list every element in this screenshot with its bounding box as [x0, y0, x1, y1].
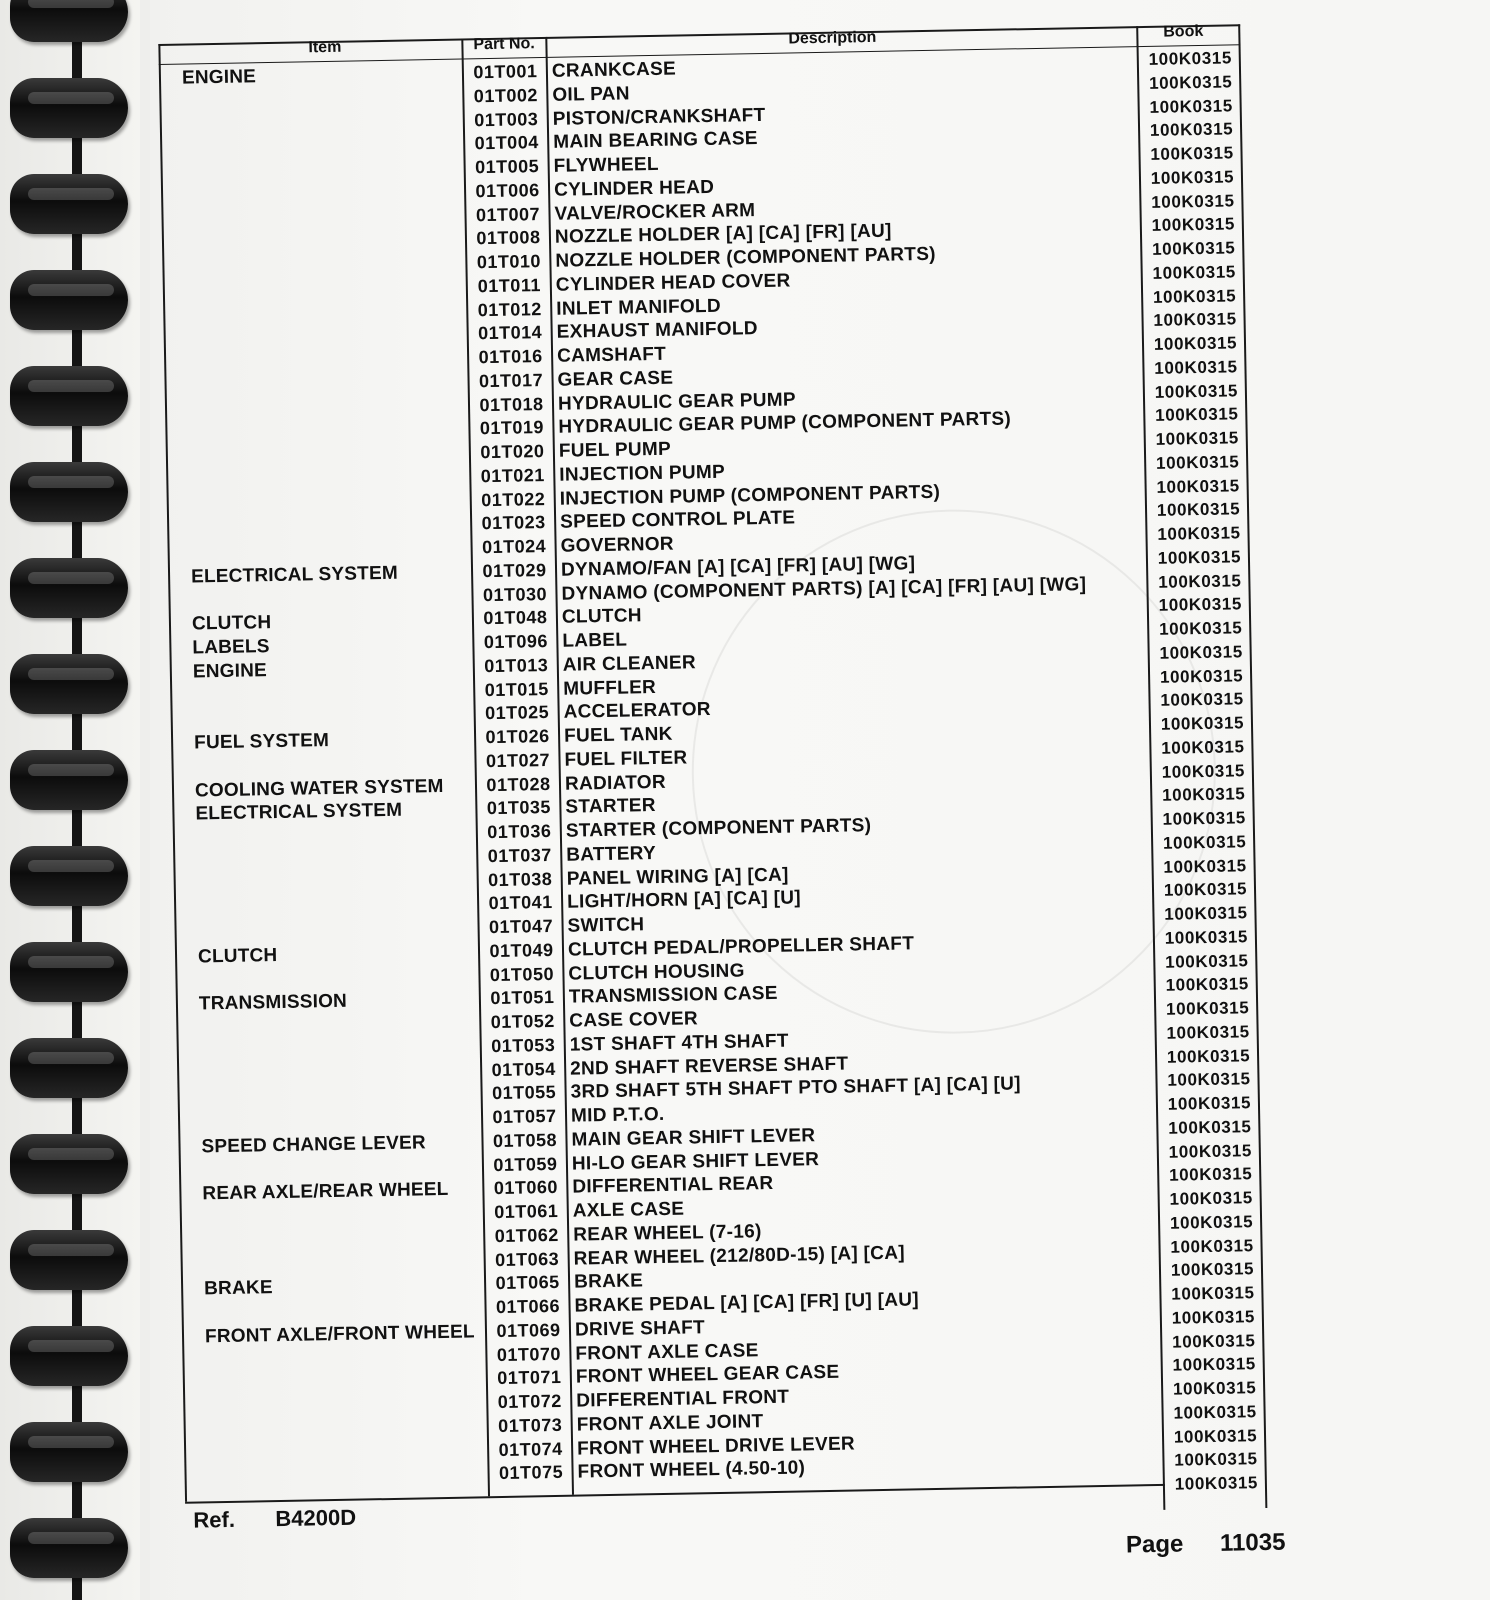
part-number-cell: 01T010: [476, 251, 542, 273]
description-cell: REAR WHEEL (212/80D-15) [A] [CA]: [573, 1242, 906, 1270]
description-cell: REAR WHEEL (7-16): [573, 1220, 762, 1246]
description-cell: DIFFERENTIAL REAR: [572, 1173, 774, 1198]
book-cell: 100K0315: [1165, 974, 1250, 995]
book-cell: 100K0315: [1167, 1069, 1251, 1090]
part-number-cell: 01T057: [492, 1105, 557, 1128]
binding-ring: [10, 1038, 128, 1098]
description-cell: FUEL FILTER: [564, 747, 688, 771]
description-cell: BRAKE PEDAL [A] [CA] [FR] [U] [AU]: [574, 1289, 920, 1317]
book-cell: 100K0315: [1168, 1140, 1253, 1162]
description-cell: GOVERNOR: [560, 533, 675, 557]
book-cell: 100K0315: [1153, 309, 1237, 331]
part-number-cell: 01T071: [497, 1367, 562, 1389]
binding-ring: [10, 750, 128, 810]
book-cell: 100K0315: [1163, 879, 1248, 901]
header-description: Description: [788, 28, 877, 48]
binding-ring: [10, 1518, 128, 1578]
part-number-cell: 01T052: [490, 1010, 556, 1033]
part-number-cell: 01T005: [474, 156, 540, 178]
book-cell: 100K0315: [1172, 1354, 1257, 1375]
binding-ring: [10, 78, 128, 138]
book-cell: 100K0315: [1160, 689, 1244, 711]
description-cell: HYDRAULIC GEAR PUMP (COMPONENT PARTS): [558, 408, 1012, 439]
item-cell: LABELS: [192, 636, 270, 659]
description-cell: TRANSMISSION CASE: [568, 983, 778, 1008]
part-number-cell: 01T074: [498, 1438, 563, 1460]
book-cell: 100K0315: [1161, 760, 1246, 782]
part-number-cell: 01T060: [493, 1177, 559, 1199]
binding-ring: [10, 0, 128, 42]
book-cell: 100K0315: [1155, 428, 1240, 449]
header-item: Item: [308, 38, 342, 57]
book-cell: 100K0315: [1173, 1401, 1257, 1423]
part-number-cell: 01T006: [475, 179, 540, 201]
part-number-cell: 01T020: [480, 441, 545, 463]
part-number-cell: 01T036: [487, 820, 552, 843]
description-cell: PANEL WIRING [A] [CA]: [566, 864, 789, 890]
book-cell: 100K0315: [1164, 903, 1248, 924]
book-cell: 100K0315: [1161, 784, 1246, 806]
description-cell: MUFFLER: [563, 676, 657, 700]
item-cell: REAR AXLE/REAR WHEEL: [202, 1179, 449, 1205]
part-number-cell: 01T011: [477, 274, 542, 296]
part-number-cell: 01T029: [482, 559, 547, 581]
part-number-cell: 01T008: [476, 227, 541, 249]
description-cell: FRONT WHEEL (4.50-10): [577, 1457, 806, 1483]
book-cell: 100K0315: [1149, 119, 1234, 141]
item-cell: ELECTRICAL SYSTEM: [195, 799, 403, 825]
book-cell: 100K0315: [1156, 475, 1240, 497]
part-number-cell: 01T066: [495, 1295, 561, 1318]
description-cell: LIGHT/HORN [A] [CA] [U]: [566, 887, 802, 913]
book-cell: 100K0315: [1165, 998, 1250, 1019]
page-label: Page: [1125, 1530, 1184, 1559]
description-cell: FRONT WHEEL DRIVE LEVER: [576, 1433, 856, 1460]
part-number-cell: 01T053: [491, 1034, 556, 1056]
part-number-cell: 01T048: [483, 607, 548, 629]
part-number-cell: 01T001: [473, 61, 538, 83]
part-number-cell: 01T027: [485, 749, 551, 771]
part-number-cell: 01T063: [494, 1248, 560, 1270]
part-number-cell: 01T062: [494, 1224, 559, 1246]
book-cell: 100K0315: [1166, 1021, 1250, 1043]
description-cell: HI-LO GEAR SHIFT LEVER: [571, 1148, 820, 1175]
ref-label: Ref.: [193, 1506, 236, 1533]
part-number-cell: 01T025: [484, 702, 550, 724]
book-cell: 100K0315: [1168, 1164, 1253, 1185]
book-cell: 100K0315: [1157, 547, 1242, 568]
part-number-cell: 01T049: [489, 939, 554, 961]
book-cell: 100K0315: [1159, 642, 1243, 663]
part-number-cell: 01T035: [486, 797, 552, 819]
description-cell: FUEL TANK: [563, 723, 673, 747]
description-cell: DYNAMO/FAN [A] [CA] [FR] [AU] [WG]: [560, 553, 916, 581]
header-part-no: Part No.: [473, 35, 535, 54]
item-cell: TRANSMISSION: [198, 990, 348, 1015]
description-cell: DIFFERENTIAL FRONT: [576, 1386, 790, 1412]
binding-ring: [10, 366, 128, 426]
part-number-cell: 01T054: [491, 1058, 556, 1080]
book-cell: 100K0315: [1171, 1283, 1255, 1304]
book-cell: 100K0315: [1155, 404, 1239, 426]
part-number-cell: 01T072: [497, 1390, 562, 1413]
description-cell: CLUTCH PEDAL/PROPELLER SHAFT: [567, 933, 915, 961]
description-cell: DYNAMO (COMPONENT PARTS) [A] [CA] [FR] [AU] [WG]: [561, 573, 1087, 605]
binding-ring: [10, 846, 128, 906]
description-cell: CLUTCH HOUSING: [568, 959, 745, 985]
book-cell: 100K0315: [1153, 333, 1238, 354]
part-number-cell: 01T007: [475, 203, 541, 225]
description-cell: 3RD SHAFT 5TH SHAFT PTO SHAFT [A] [CA] [U]: [570, 1073, 1022, 1103]
description-cell: NOZZLE HOLDER (COMPONENT PARTS): [555, 243, 937, 272]
book-cell: 100K0315: [1168, 1116, 1252, 1138]
book-cell: 100K0315: [1167, 1093, 1252, 1114]
book-cell: 100K0315: [1150, 143, 1234, 164]
binding-area: [0, 0, 140, 1600]
part-number-cell: 01T055: [491, 1082, 557, 1104]
part-number-cell: 01T016: [478, 346, 543, 368]
book-cell: 100K0315: [1170, 1259, 1255, 1280]
book-cell: 100K0315: [1169, 1188, 1253, 1209]
part-number-cell: 01T024: [481, 536, 547, 558]
binding-ring: [10, 558, 128, 618]
description-cell: FUEL PUMP: [558, 438, 672, 462]
part-number-cell: 01T022: [481, 488, 546, 510]
part-number-cell: 01T096: [483, 631, 549, 653]
part-number-cell: 01T002: [473, 84, 539, 107]
part-number-cell: [495, 1486, 568, 1487]
description-cell: CLUTCH: [561, 605, 643, 628]
item-cell: ENGINE: [181, 66, 257, 89]
part-number-cell: 01T050: [489, 963, 555, 985]
binding-ring: [10, 462, 128, 522]
binding-ring: [10, 1230, 128, 1290]
book-cell: 100K0315: [1158, 618, 1243, 639]
part-number-cell: 01T026: [485, 725, 550, 748]
description-cell: 2ND SHAFT REVERSE SHAFT: [570, 1053, 849, 1080]
book-cell: 100K0315: [1173, 1425, 1258, 1447]
part-number-cell: 01T012: [477, 298, 542, 320]
part-number-cell: 01T028: [486, 773, 551, 795]
part-number-cell: 01T014: [477, 322, 543, 344]
part-number-cell: 01T075: [498, 1462, 564, 1484]
book-cell: 100K0315: [1158, 570, 1242, 592]
part-number-cell: 01T061: [494, 1200, 559, 1223]
description-cell: BRAKE: [573, 1270, 644, 1293]
part-number-cell: 01T030: [482, 583, 548, 605]
part-number-cell: 01T003: [474, 108, 539, 130]
description-cell: MAIN BEARING CASE: [553, 128, 758, 154]
binding-ring: [10, 942, 128, 1002]
description-cell: SWITCH: [567, 914, 645, 937]
book-cell: 100K0315: [1174, 1473, 1259, 1494]
book-cell: 100K0315: [1151, 190, 1235, 212]
book-cell: 100K0315: [1148, 72, 1233, 93]
description-cell: FRONT AXLE JOINT: [576, 1410, 764, 1436]
description-cell: CRANKCASE: [551, 58, 677, 82]
item-cell: CLUTCH: [197, 944, 278, 968]
part-number-cell: 01T015: [484, 678, 549, 700]
part-number-cell: 01T073: [498, 1414, 563, 1436]
description-cell: FRONT WHEEL GEAR CASE: [575, 1362, 840, 1388]
description-cell: STARTER (COMPONENT PARTS): [565, 815, 872, 842]
book-cell: 100K0315: [1159, 665, 1244, 687]
book-cell: 100K0315: [1158, 594, 1243, 616]
description-cell: MID P.T.O.: [570, 1103, 665, 1127]
description-cell: INJECTION PUMP (COMPONENT PARTS): [559, 481, 941, 510]
book-cell: 100K0315: [1151, 214, 1236, 236]
book-cell: 100K0315: [1154, 380, 1239, 402]
description-cell: BATTERY: [566, 842, 657, 866]
ref-model: B4200D: [275, 1504, 357, 1532]
item-cell: FRONT AXLE/FRONT WHEEL: [204, 1321, 475, 1348]
item-cell: ENGINE: [192, 659, 268, 683]
book-cell: 100K0315: [1152, 285, 1237, 307]
part-number-cell: 01T058: [492, 1129, 558, 1151]
binding-ring: [10, 174, 128, 234]
book-cell: 100K0315: [1151, 238, 1236, 259]
description-cell: ACCELERATOR: [563, 699, 712, 723]
binding-ring: [10, 270, 128, 330]
book-cell: 100K0315: [1156, 499, 1241, 521]
binding-ring: [10, 1134, 128, 1194]
description-cell: NOZZLE HOLDER [A] [CA] [FR] [AU]: [554, 220, 892, 249]
book-cell: 100K0315: [1162, 808, 1247, 829]
part-number-cell: 01T013: [484, 654, 549, 676]
book-cell: 100K0315: [1154, 357, 1238, 378]
book-cell: 100K0315: [1174, 1449, 1258, 1470]
description-cell: SPEED CONTROL PLATE: [559, 507, 796, 534]
part-number-cell: 01T021: [480, 464, 546, 486]
description-cell: FRONT AXLE CASE: [575, 1339, 759, 1365]
book-cell: 100K0315: [1155, 452, 1240, 473]
book-cell: 100K0315: [1148, 48, 1233, 69]
binding-ring: [10, 1422, 128, 1482]
part-number-cell: 01T047: [488, 915, 554, 938]
item-cell: CLUTCH: [191, 612, 272, 635]
description-cell: CYLINDER HEAD COVER: [555, 270, 791, 296]
part-number-cell: 01T017: [478, 369, 544, 391]
parts-index-table: [158, 22, 1286, 1559]
description-cell: CAMSHAFT: [556, 343, 667, 367]
book-cell: 100K0315: [1170, 1235, 1254, 1257]
description-cell: DRIVE SHAFT: [574, 1316, 706, 1341]
description-cell: PISTON/CRANKSHAFT: [552, 104, 766, 130]
description-cell: EXHAUST MANIFOLD: [556, 318, 758, 344]
binding-ring: [10, 654, 128, 714]
book-cell: 100K0315: [1166, 1045, 1251, 1067]
description-cell: AXLE CASE: [572, 1198, 685, 1222]
description-cell: AIR CLEANER: [562, 652, 697, 676]
part-number-cell: 01T019: [479, 417, 545, 439]
book-cell: 100K0315: [1164, 926, 1249, 948]
part-number-cell: 01T070: [496, 1343, 562, 1365]
part-number-cell: 01T041: [488, 892, 553, 914]
part-number-cell: 01T069: [496, 1319, 561, 1341]
book-cell: 100K0315: [1171, 1330, 1256, 1352]
book-cell: 100K0315: [1165, 950, 1249, 972]
description-cell: CASE COVER: [569, 1008, 699, 1032]
part-number-cell: 01T059: [493, 1153, 558, 1175]
header-book: Book: [1163, 22, 1204, 41]
book-cell: 100K0315: [1169, 1211, 1254, 1233]
description-cell: LABEL: [562, 629, 628, 652]
item-cell: ELECTRICAL SYSTEM: [190, 562, 399, 588]
description-cell: MAIN GEAR SHIFT LEVER: [571, 1124, 816, 1151]
book-cell: 100K0315: [1160, 713, 1245, 734]
description-cell: FLYWHEEL: [553, 153, 659, 177]
part-number-cell: 01T023: [481, 512, 546, 534]
description-cell: INJECTION PUMP: [559, 461, 726, 486]
book-cell: 100K0315: [1162, 831, 1247, 853]
part-number-cell: 01T004: [474, 132, 539, 154]
book-cell: 100K0315: [1172, 1378, 1257, 1399]
description-cell: GEAR CASE: [557, 367, 674, 391]
book-cell: 100K0315: [1171, 1306, 1256, 1328]
part-number-cell: 01T051: [490, 987, 555, 1009]
page-number: 11035: [1219, 1528, 1286, 1557]
description-cell: HYDRAULIC GEAR PUMP: [557, 388, 797, 415]
item-cell: SPEED CHANGE LEVER: [201, 1132, 426, 1158]
part-number-cell: 01T065: [495, 1272, 560, 1294]
part-number-cell: 01T018: [479, 393, 544, 415]
book-cell: 100K0315: [1163, 855, 1247, 877]
item-cell: COOLING WATER SYSTEM: [194, 775, 444, 801]
table-bottom-rule: [185, 1484, 1165, 1504]
binding-ring: [10, 1326, 128, 1386]
book-cell: 100K0315: [1157, 523, 1241, 544]
book-cell: 100K0315: [1150, 167, 1235, 188]
description-cell: CYLINDER HEAD: [553, 176, 715, 201]
description-cell: RADIATOR: [564, 771, 667, 795]
book-cell: 100K0315: [1149, 95, 1233, 117]
item-cell: BRAKE: [203, 1277, 273, 1300]
description-cell: VALVE/ROCKER ARM: [554, 199, 756, 225]
part-number-cell: 01T037: [487, 844, 552, 866]
description-cell: STARTER: [565, 795, 657, 818]
item-cell: FUEL SYSTEM: [193, 730, 330, 754]
book-cell: 100K0315: [1152, 262, 1236, 283]
description-cell: INLET MANIFOLD: [556, 295, 722, 320]
description-cell: OIL PAN: [552, 83, 630, 106]
description-cell: 1ST SHAFT 4TH SHAFT: [569, 1030, 789, 1056]
book-cell: 100K0315: [1161, 737, 1245, 758]
part-number-cell: 01T038: [488, 868, 553, 890]
